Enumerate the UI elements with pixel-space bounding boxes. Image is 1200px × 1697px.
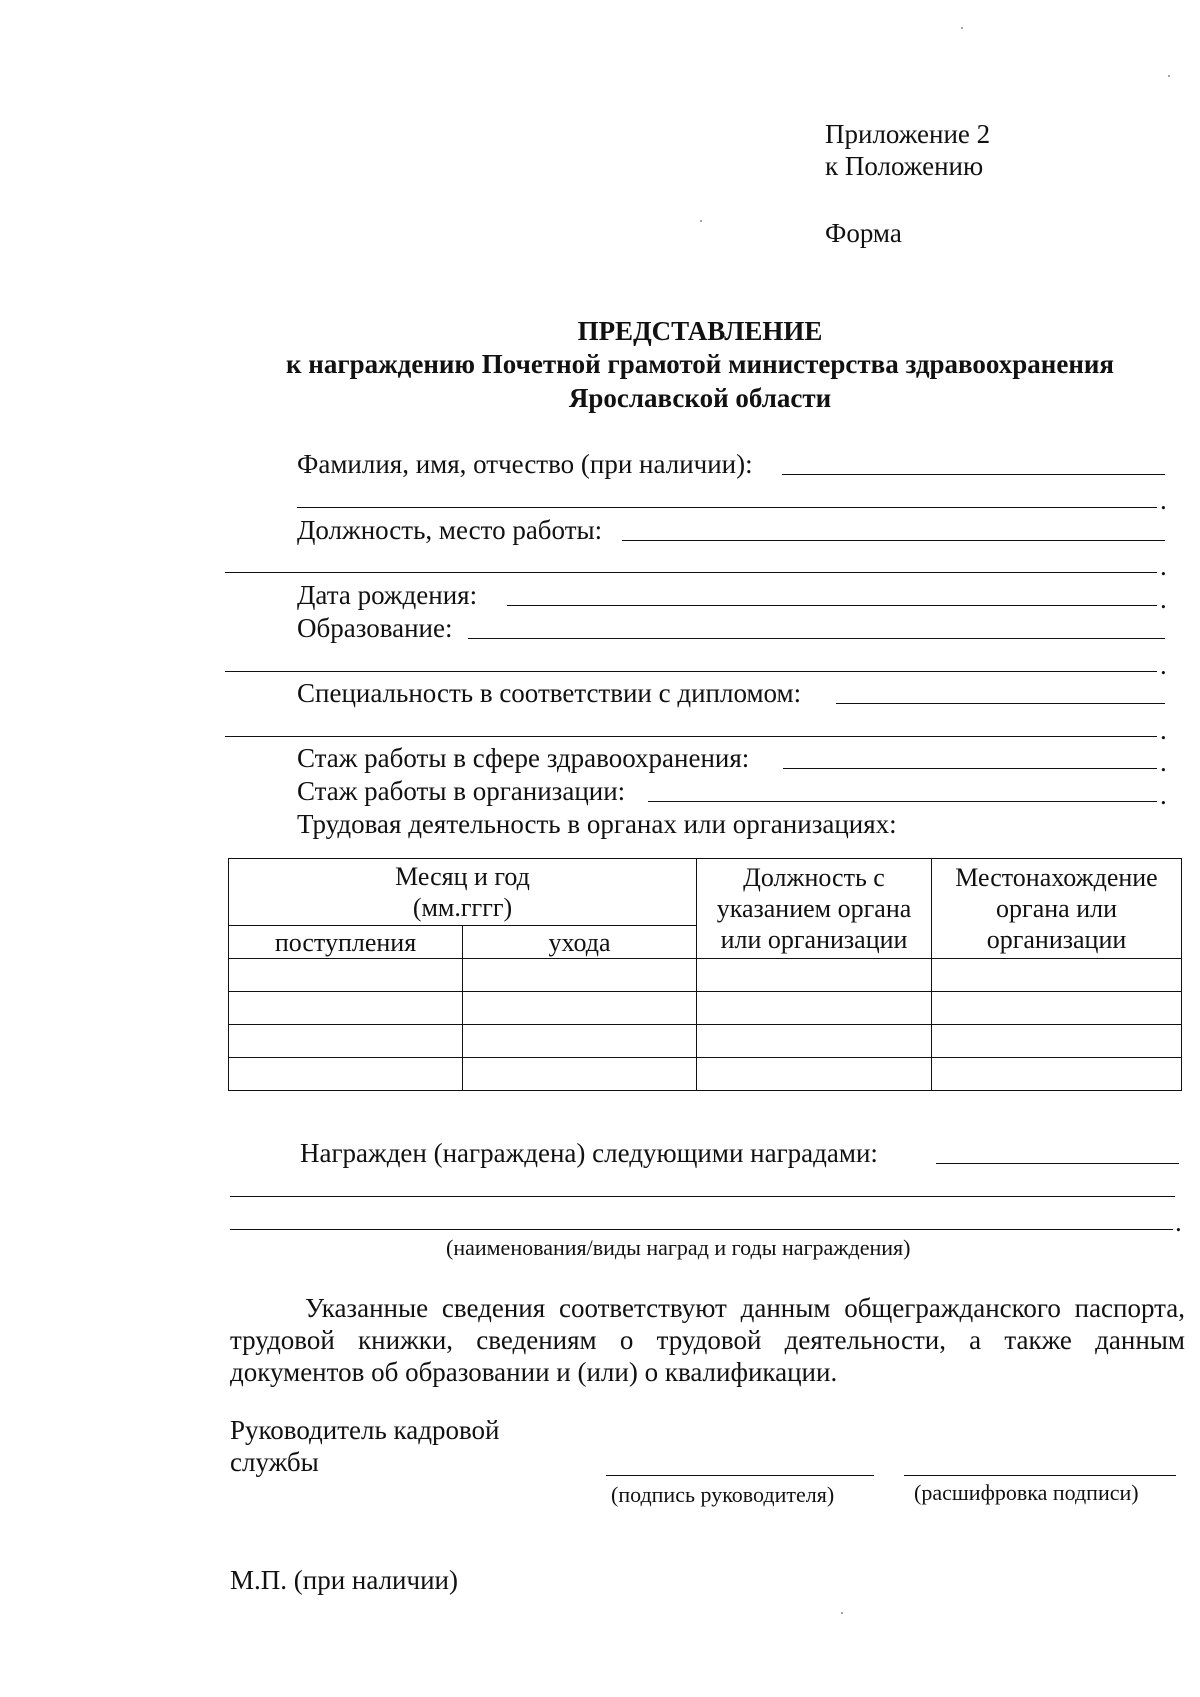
- specialty-label: Специальность в соответствии с дипломом:: [297, 678, 802, 708]
- period: .: [1160, 650, 1167, 680]
- end-cell[interactable]: [463, 992, 697, 1025]
- table-row: [229, 1058, 1182, 1091]
- position-header: Должность с указанием органа или организации: [697, 859, 932, 959]
- start-cell[interactable]: [229, 1025, 463, 1058]
- period: .: [1160, 485, 1167, 515]
- location-header: Местонахождение органа или организации: [932, 859, 1182, 959]
- hr-head-label-1: Руководитель кадровой: [230, 1415, 500, 1445]
- health-experience-line: [783, 768, 1157, 769]
- end-cell[interactable]: [463, 1025, 697, 1058]
- awards-caption: (наименования/виды наград и годы награждения): [446, 1235, 911, 1260]
- birth-date-label: Дата рождения:: [297, 580, 478, 610]
- document-subtitle-1: к награждению Почетной грамотой министерства здравоохранения: [285, 349, 1115, 379]
- start-cell[interactable]: [229, 1058, 463, 1091]
- end-cell[interactable]: [463, 1058, 697, 1091]
- position-cell[interactable]: [697, 959, 932, 992]
- document-title: ПРЕДСТАВЛЕНИЕ: [577, 316, 823, 346]
- document-subtitle-2: Ярославской области: [568, 383, 832, 413]
- education-label: Образование:: [297, 613, 453, 643]
- awards-line-1: [936, 1163, 1179, 1164]
- full-name-label: Фамилия, имя, отчество (при наличии):: [297, 449, 753, 479]
- end-cell[interactable]: [463, 959, 697, 992]
- awards-line-2: [230, 1196, 1175, 1197]
- signature-decode-line: [904, 1475, 1176, 1476]
- period: .: [1175, 1207, 1182, 1237]
- specialty-line-2: [225, 736, 1157, 737]
- position-label: Должность, место работы:: [297, 515, 603, 545]
- regulation-label: к Положению: [825, 151, 984, 181]
- location-cell[interactable]: [932, 1025, 1182, 1058]
- scan-speck: [961, 27, 963, 29]
- full-name-line-2: [297, 507, 1157, 508]
- scan-speck: [700, 220, 702, 222]
- scan-speck: [841, 1612, 843, 1614]
- location-cell[interactable]: [932, 1058, 1182, 1091]
- period: .: [1160, 747, 1167, 777]
- month-year-header: Месяц и год (мм.гггг): [229, 859, 697, 926]
- table-row: [229, 992, 1182, 1025]
- position-cell[interactable]: [697, 1025, 932, 1058]
- position-line-2: [225, 572, 1157, 573]
- awards-label: Награжден (награждена) следующими наградами:: [300, 1138, 878, 1168]
- position-cell[interactable]: [697, 992, 932, 1025]
- health-experience-label: Стаж работы в сфере здравоохранения:: [297, 743, 750, 773]
- form-label: Форма: [825, 218, 902, 248]
- signature-line: [606, 1475, 874, 1476]
- awards-line-3: [230, 1229, 1173, 1230]
- org-experience-line: [648, 801, 1157, 802]
- position-line-1: [622, 540, 1165, 541]
- scan-speck: [1168, 75, 1170, 77]
- period: .: [1160, 780, 1167, 810]
- specialty-line-1: [836, 703, 1165, 704]
- end-header: ухода: [463, 926, 697, 959]
- appendix-label: Приложение 2: [825, 119, 991, 149]
- start-header: поступления: [229, 926, 463, 959]
- hr-head-label-2: службы: [230, 1447, 319, 1477]
- period: .: [1160, 551, 1167, 581]
- period: .: [1160, 715, 1167, 745]
- org-experience-label: Стаж работы в организации:: [297, 776, 626, 806]
- work-history-label: Трудовая деятельность в органах или организациях:: [297, 809, 897, 839]
- start-cell[interactable]: [229, 992, 463, 1025]
- education-line-2: [225, 671, 1157, 672]
- location-cell[interactable]: [932, 959, 1182, 992]
- period: .: [1160, 584, 1167, 614]
- stamp-label: М.П. (при наличии): [230, 1565, 458, 1595]
- location-cell[interactable]: [932, 992, 1182, 1025]
- work-history-table: [228, 858, 1182, 1091]
- statement-paragraph: Указанные сведения соответствуют данным общегражданского паспорта, трудовой книжки, сведениям о трудовой деятельности, а также данным документов об образовании и (или) о квалификации.: [230, 1293, 1185, 1387]
- position-cell[interactable]: [697, 1058, 932, 1091]
- table-row: [229, 959, 1182, 992]
- start-cell[interactable]: [229, 959, 463, 992]
- education-line-1: [468, 638, 1165, 639]
- signature-caption: (подпись руководителя): [611, 1482, 835, 1507]
- table-row: [229, 1025, 1182, 1058]
- full-name-line-1: [782, 474, 1165, 475]
- signature-decode-caption: (расшифровка подписи): [914, 1480, 1139, 1505]
- birth-date-line: [507, 605, 1157, 606]
